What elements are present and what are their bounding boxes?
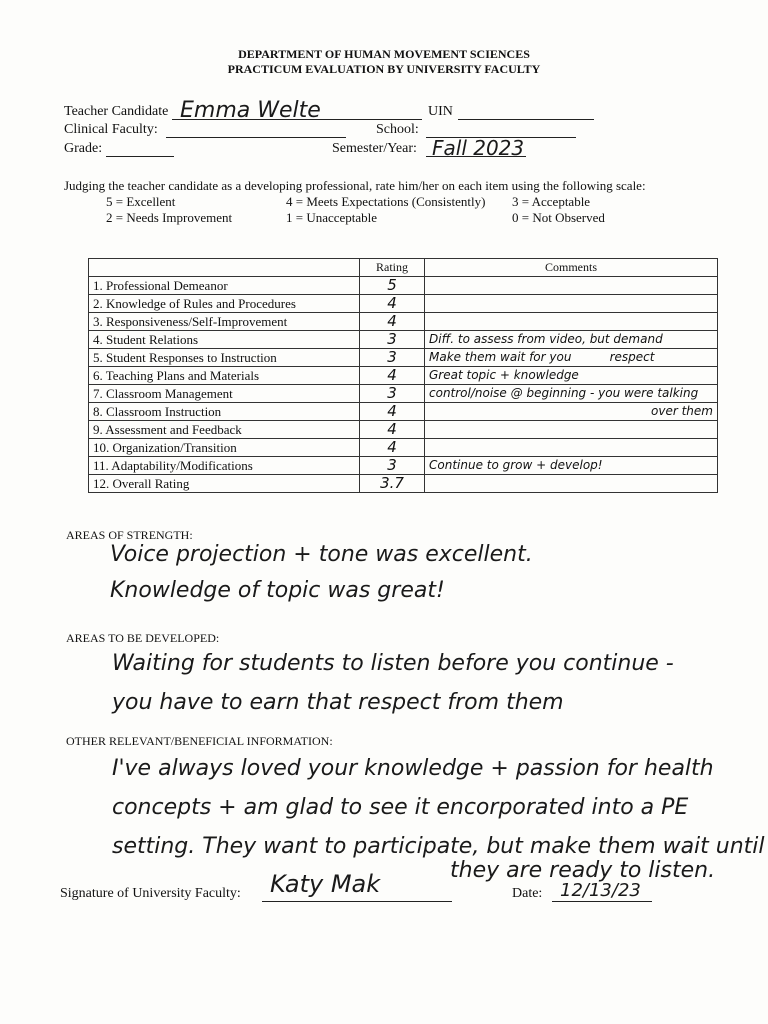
item-label: 9. Assessment and Feedback bbox=[89, 421, 360, 439]
rating-value[interactable]: 3.7 bbox=[360, 475, 425, 493]
table-row bbox=[89, 367, 718, 385]
teacher-candidate-value[interactable]: Emma Welte bbox=[180, 98, 321, 123]
scale-1: 1 = Unacceptable bbox=[286, 210, 378, 225]
rating-value[interactable]: 3 bbox=[360, 385, 425, 403]
rating-value[interactable]: 5 bbox=[360, 277, 425, 295]
scale-3: 3 = Acceptable bbox=[512, 194, 591, 209]
other-line-4[interactable]: they are ready to listen. bbox=[450, 858, 716, 883]
rating-value[interactable]: 3 bbox=[360, 349, 425, 367]
strengths-line-1[interactable]: Voice projection + tone was excellent. bbox=[110, 542, 533, 567]
table-row bbox=[89, 331, 718, 349]
rating-value[interactable]: 4 bbox=[360, 403, 425, 421]
table-header-row bbox=[89, 259, 718, 277]
table-row bbox=[89, 277, 718, 295]
uin-label: UIN bbox=[428, 104, 453, 119]
date-line bbox=[552, 901, 652, 902]
table-row bbox=[89, 385, 718, 403]
clinical-faculty-label: Clinical Faculty: bbox=[64, 122, 158, 137]
signature-line bbox=[262, 901, 452, 902]
ratings-table bbox=[88, 258, 718, 493]
item-label: 7. Classroom Management bbox=[89, 385, 360, 403]
table-row bbox=[89, 349, 718, 367]
teacher-candidate-label: Teacher Candidate bbox=[64, 104, 169, 119]
item-label: 10. Organization/Transition bbox=[89, 439, 360, 457]
comment-value[interactable] bbox=[425, 475, 718, 493]
scale-0: 0 = Not Observed bbox=[512, 210, 605, 225]
other-line-3[interactable]: setting. They want to participate, but make them wait until bbox=[112, 834, 765, 859]
uin-line[interactable] bbox=[458, 119, 594, 120]
item-label: 6. Teaching Plans and Materials bbox=[89, 367, 360, 385]
rating-value[interactable]: 4 bbox=[360, 367, 425, 385]
scale-4: 4 = Meets Expectations (Consistently) bbox=[286, 194, 486, 209]
comment-value[interactable]: Make them wait for you respect bbox=[425, 349, 718, 367]
rating-value[interactable]: 4 bbox=[360, 295, 425, 313]
grade-label: Grade: bbox=[64, 141, 103, 156]
table-row bbox=[89, 475, 718, 493]
strengths-label: AREAS OF STRENGTH: bbox=[66, 528, 193, 542]
date-label: Date: bbox=[512, 886, 543, 901]
develop-line-2[interactable]: you have to earn that respect from them bbox=[112, 690, 564, 715]
item-label: 3. Responsiveness/Self-Improvement bbox=[89, 313, 360, 331]
department-title: DEPARTMENT OF HUMAN MOVEMENT SCIENCES bbox=[238, 47, 530, 61]
scale-5: 5 = Excellent bbox=[106, 194, 176, 209]
develop-line-1[interactable]: Waiting for students to listen before you continue - bbox=[112, 651, 674, 676]
scale-2: 2 = Needs Improvement bbox=[106, 210, 233, 225]
strengths-line-2[interactable]: Knowledge of topic was great! bbox=[110, 578, 445, 603]
semester-label: Semester/Year: bbox=[332, 141, 417, 156]
clinical-faculty-line[interactable] bbox=[166, 137, 346, 138]
other-label: OTHER RELEVANT/BENEFICIAL INFORMATION: bbox=[66, 734, 333, 748]
table-row bbox=[89, 439, 718, 457]
item-label: 1. Professional Demeanor bbox=[89, 277, 360, 295]
table-row bbox=[89, 403, 718, 421]
item-label: 4. Student Relations bbox=[89, 331, 360, 349]
item-label: 5. Student Responses to Instruction bbox=[89, 349, 360, 367]
rating-value[interactable]: 4 bbox=[360, 439, 425, 457]
comment-value[interactable]: over them bbox=[425, 403, 718, 421]
school-label: School: bbox=[376, 122, 419, 137]
table-row bbox=[89, 313, 718, 331]
comments-header: Comments bbox=[425, 259, 718, 277]
signature-value[interactable]: Katy Mak bbox=[270, 870, 381, 898]
semester-value[interactable]: Fall 2023 bbox=[432, 136, 525, 160]
rating-value[interactable]: 4 bbox=[360, 313, 425, 331]
item-header bbox=[89, 259, 360, 277]
item-label: 8. Classroom Instruction bbox=[89, 403, 360, 421]
rating-value[interactable]: 3 bbox=[360, 457, 425, 475]
item-label: 12. Overall Rating bbox=[89, 475, 360, 493]
table-row bbox=[89, 295, 718, 313]
develop-label: AREAS TO BE DEVELOPED: bbox=[66, 631, 220, 645]
date-value[interactable]: 12/13/23 bbox=[560, 880, 641, 901]
other-line-2[interactable]: concepts + am glad to see it encorporated into a PE bbox=[112, 795, 689, 820]
grade-line[interactable] bbox=[106, 156, 174, 157]
comment-value[interactable]: Continue to grow + develop! bbox=[425, 457, 718, 475]
item-label: 2. Knowledge of Rules and Procedures bbox=[89, 295, 360, 313]
comment-value[interactable]: control/noise @ beginning - you were talking bbox=[425, 385, 718, 403]
comment-value[interactable] bbox=[425, 295, 718, 313]
comment-value[interactable] bbox=[425, 421, 718, 439]
scale-intro: Judging the teacher candidate as a developing professional, rate him/her on each item using the following scale: bbox=[64, 178, 646, 193]
comment-value[interactable] bbox=[425, 313, 718, 331]
rating-header: Rating bbox=[360, 259, 425, 277]
comment-value[interactable] bbox=[425, 277, 718, 295]
table-row bbox=[89, 457, 718, 475]
comment-value[interactable]: Great topic + knowledge bbox=[425, 367, 718, 385]
item-label: 11. Adaptability/Modifications bbox=[89, 457, 360, 475]
signature-label: Signature of University Faculty: bbox=[60, 886, 241, 901]
other-line-1[interactable]: I've always loved your knowledge + passion for health bbox=[112, 756, 714, 781]
rating-value[interactable]: 4 bbox=[360, 421, 425, 439]
comment-value[interactable] bbox=[425, 439, 718, 457]
comment-value[interactable]: Diff. to assess from video, but demand bbox=[425, 331, 718, 349]
rating-value[interactable]: 3 bbox=[360, 331, 425, 349]
form-title: PRACTICUM EVALUATION BY UNIVERSITY FACULTY bbox=[227, 62, 541, 76]
table-row bbox=[89, 421, 718, 439]
